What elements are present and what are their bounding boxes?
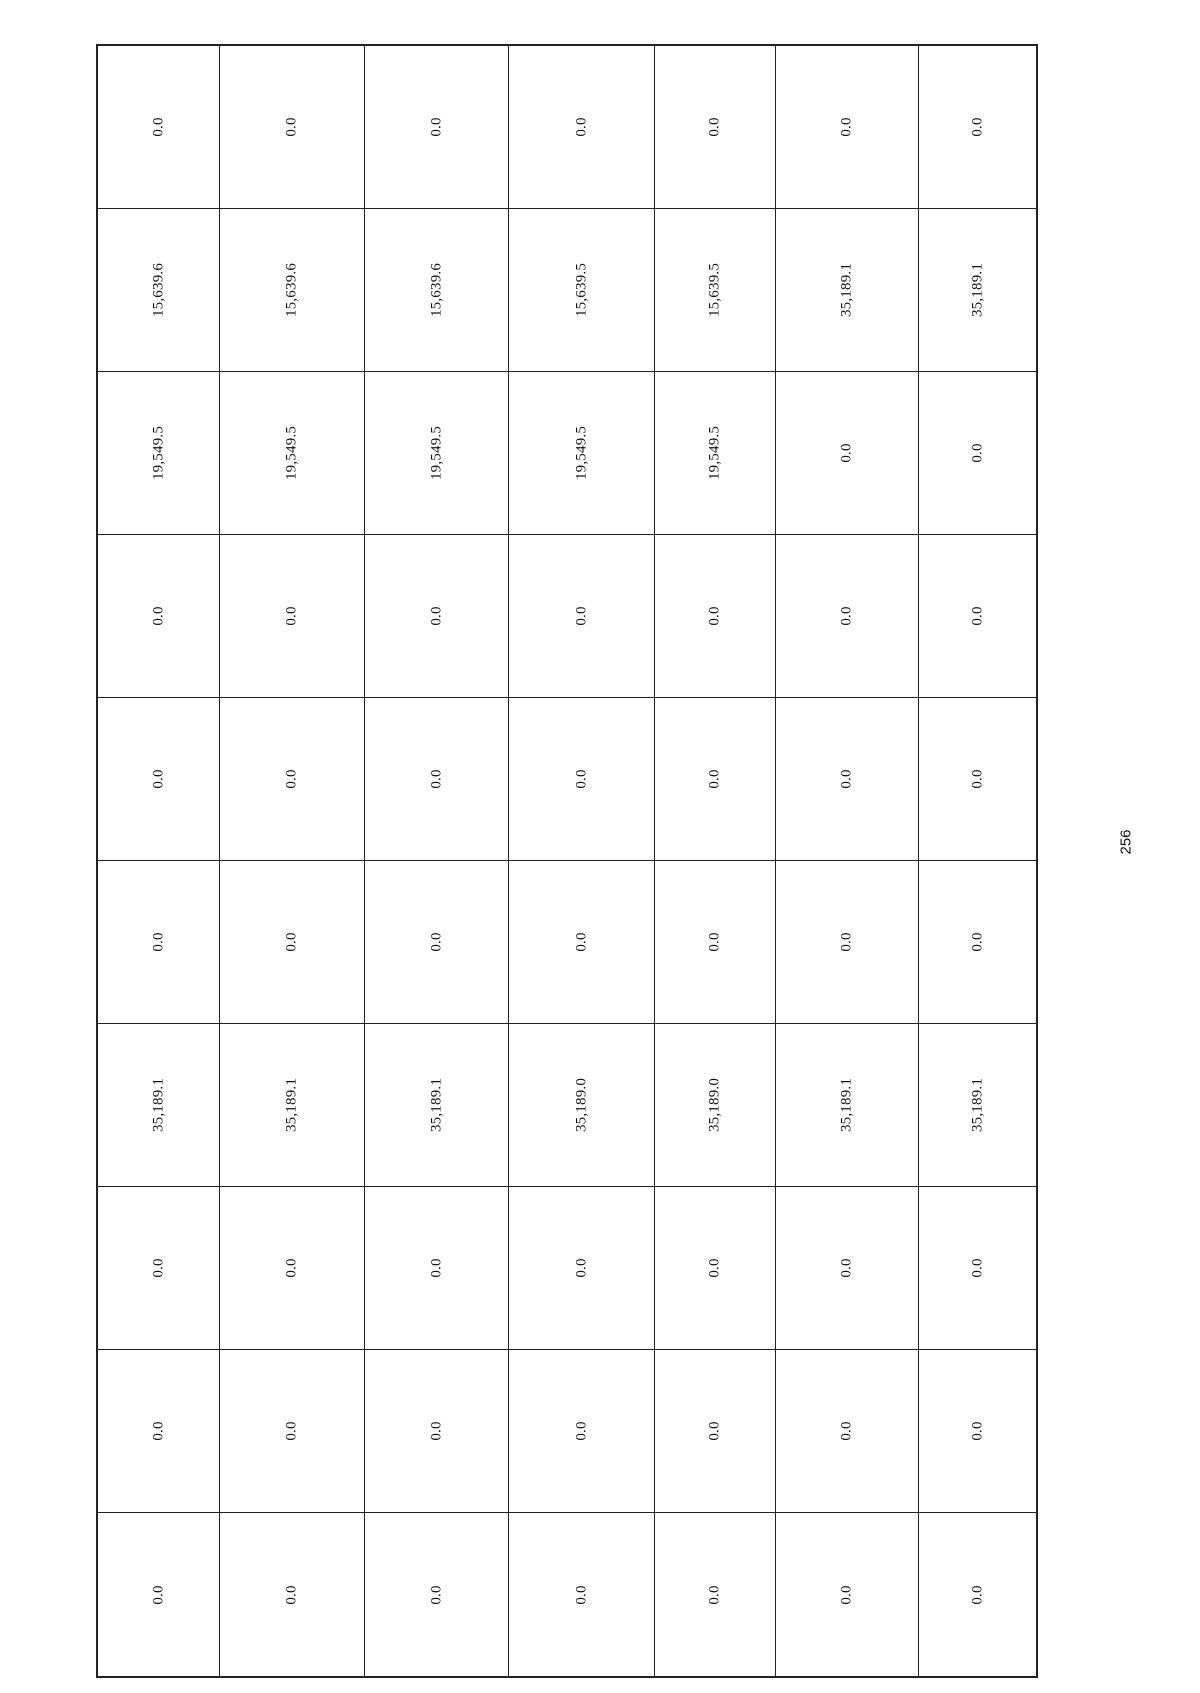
table-cell <box>365 698 509 861</box>
table-cell-value: 0.0 <box>969 1258 985 1278</box>
table-cell-value: 0.0 <box>969 1584 985 1605</box>
table-cell <box>919 209 1036 372</box>
table-cell-value: 0.0 <box>969 932 985 952</box>
table-cell <box>655 209 776 372</box>
table-cell-value: 15,639.5 <box>706 262 723 318</box>
table-cell-value: 0.0 <box>706 932 723 952</box>
table-cell <box>776 46 919 209</box>
table-cell <box>365 1024 509 1187</box>
table-cell-value: 35,189.1 <box>838 1077 855 1133</box>
table-cell <box>776 1024 919 1187</box>
table-cell-value: 0.0 <box>838 1584 855 1605</box>
table-cell <box>919 698 1036 861</box>
table-cell-value: 0.0 <box>428 606 444 626</box>
table-cell-value: 0.0 <box>969 443 985 463</box>
table-cell <box>98 1350 220 1513</box>
table-cell <box>98 1187 220 1350</box>
table-cell <box>220 46 365 209</box>
table-cell-value: 0.0 <box>706 1258 723 1278</box>
table-cell <box>509 372 655 535</box>
table-cell <box>98 46 220 209</box>
table-cell <box>509 46 655 209</box>
table-cell-value: 0.0 <box>838 443 855 463</box>
table-cell-value: 0.0 <box>969 117 985 137</box>
table-cell-value: 0.0 <box>573 769 589 789</box>
table-cell-value: 0.0 <box>573 606 589 626</box>
table-cell-value: 35,189.1 <box>428 1077 444 1133</box>
table-cell <box>776 698 919 861</box>
table-cell <box>919 1350 1036 1513</box>
table-cell-value: 0.0 <box>838 1421 855 1441</box>
table-cell <box>655 46 776 209</box>
table-cell <box>509 698 655 861</box>
table-cell-value: 0.0 <box>283 932 300 952</box>
table-cell <box>220 1187 365 1350</box>
table-cell <box>98 209 220 372</box>
table-cell <box>655 698 776 861</box>
table-cell-value: 0.0 <box>150 117 166 137</box>
table-cell-value: 0.0 <box>838 932 855 952</box>
table-cell <box>365 1513 509 1676</box>
table-cell <box>365 1350 509 1513</box>
table-cell-value: 0.0 <box>428 769 444 789</box>
table-cell <box>919 1024 1036 1187</box>
table-cell <box>919 1187 1036 1350</box>
table-cell <box>98 861 220 1024</box>
table-cell <box>655 1350 776 1513</box>
table-cell <box>220 1513 365 1676</box>
table-cell-value: 0.0 <box>706 1584 723 1605</box>
table-cell <box>509 1350 655 1513</box>
table-cell-value: 0.0 <box>283 1258 300 1278</box>
table-cell-value: 0.0 <box>150 1258 166 1278</box>
table-cell-value: 35,189.1 <box>838 262 855 318</box>
table-cell <box>919 372 1036 535</box>
table-cell <box>365 209 509 372</box>
table-cell <box>509 1187 655 1350</box>
table-cell <box>776 1350 919 1513</box>
table-cell-value: 0.0 <box>428 1258 444 1278</box>
table-cell <box>655 1024 776 1187</box>
table-cell <box>776 861 919 1024</box>
table-cell <box>919 535 1036 698</box>
table-cell <box>509 1024 655 1187</box>
table-cell <box>220 209 365 372</box>
table-cell-value: 19,549.5 <box>428 425 444 481</box>
table-cell-value: 0.0 <box>150 769 166 789</box>
table-cell <box>919 1513 1036 1676</box>
table-cell <box>365 861 509 1024</box>
table-cell-value: 0.0 <box>150 1421 166 1441</box>
table-cell <box>655 1513 776 1676</box>
table-cell <box>655 1187 776 1350</box>
table-cell <box>365 372 509 535</box>
table-cell <box>98 535 220 698</box>
table-cell <box>655 535 776 698</box>
table-cell <box>98 698 220 861</box>
table-cell-value: 0.0 <box>150 606 166 626</box>
table-cell <box>776 209 919 372</box>
table-cell <box>98 372 220 535</box>
table-cell <box>919 46 1036 209</box>
table-cell <box>776 1187 919 1350</box>
table-cell-value: 0.0 <box>150 932 166 952</box>
table-cell-value: 0.0 <box>838 117 855 137</box>
table-cell-value: 19,549.5 <box>150 425 166 481</box>
table-cell <box>776 372 919 535</box>
table-cell-value: 35,189.1 <box>969 262 985 318</box>
table-cell-value: 0.0 <box>428 117 444 137</box>
table-cell <box>220 535 365 698</box>
table-cell <box>220 698 365 861</box>
table-cell-value: 0.0 <box>573 932 589 952</box>
table-cell-value: 0.0 <box>573 1258 589 1278</box>
table-cell-value: 0.0 <box>969 769 985 789</box>
table-cell <box>365 535 509 698</box>
table-cell-value: 15,639.6 <box>150 262 166 318</box>
table-cell <box>509 1513 655 1676</box>
table-cell <box>776 1513 919 1676</box>
table-cell-value: 35,189.1 <box>969 1077 985 1133</box>
table-cell-value: 0.0 <box>706 769 723 789</box>
table-cell-value: 0.0 <box>150 1584 166 1605</box>
table-cell-value: 0.0 <box>283 1421 300 1441</box>
table-cell-value: 0.0 <box>706 117 723 137</box>
table-cell-value: 0.0 <box>838 1258 855 1278</box>
table-cell-value: 0.0 <box>838 606 855 626</box>
table-cell-value: 15,639.6 <box>283 262 300 318</box>
table-cell <box>220 372 365 535</box>
table-cell <box>220 1024 365 1187</box>
table-cell-value: 0.0 <box>969 1421 985 1441</box>
table-cell-value: 0.0 <box>283 117 300 137</box>
table-cell-value: 35,189.0 <box>706 1077 723 1133</box>
table-cell-value: 0.0 <box>969 606 985 626</box>
table-cell <box>655 372 776 535</box>
table-cell <box>776 535 919 698</box>
table-cell-value: 0.0 <box>838 769 855 789</box>
table-cell-value: 0.0 <box>428 1584 444 1605</box>
table-cell-value: 19,549.5 <box>573 425 589 481</box>
table-cell <box>365 46 509 209</box>
table-cell-value: 0.0 <box>428 1421 444 1441</box>
table-cell-value: 0.0 <box>706 1421 723 1441</box>
data-table <box>96 44 1038 1678</box>
page-number: 256 <box>1117 829 1135 855</box>
table-cell-value: 0.0 <box>283 606 300 626</box>
table-cell-value: 0.0 <box>283 769 300 789</box>
table-cell-value: 0.0 <box>706 606 723 626</box>
table-cell-value: 0.0 <box>283 1584 300 1605</box>
table-cell-value: 15,639.6 <box>428 262 444 318</box>
table-cell-value: 19,549.5 <box>706 425 723 481</box>
table-cell <box>365 1187 509 1350</box>
table-cell-value: 0.0 <box>428 932 444 952</box>
table-cell <box>509 209 655 372</box>
table-cell <box>220 861 365 1024</box>
table-cell <box>98 1513 220 1676</box>
table-cell-value: 35,189.1 <box>283 1077 300 1133</box>
table-cell <box>220 1350 365 1513</box>
table-cell-value: 0.0 <box>573 1421 589 1441</box>
table-cell-value: 0.0 <box>573 117 589 137</box>
table-cell-value: 19,549.5 <box>283 425 300 481</box>
table-cell <box>509 861 655 1024</box>
table-cell-value: 15,639.5 <box>573 262 589 318</box>
table-cell <box>919 861 1036 1024</box>
table-cell <box>509 535 655 698</box>
table-cell-value: 35,189.1 <box>150 1077 166 1133</box>
table-cell <box>655 861 776 1024</box>
table-cell <box>98 1024 220 1187</box>
table-cell-value: 0.0 <box>573 1584 589 1605</box>
table-cell-value: 35,189.0 <box>573 1077 589 1133</box>
